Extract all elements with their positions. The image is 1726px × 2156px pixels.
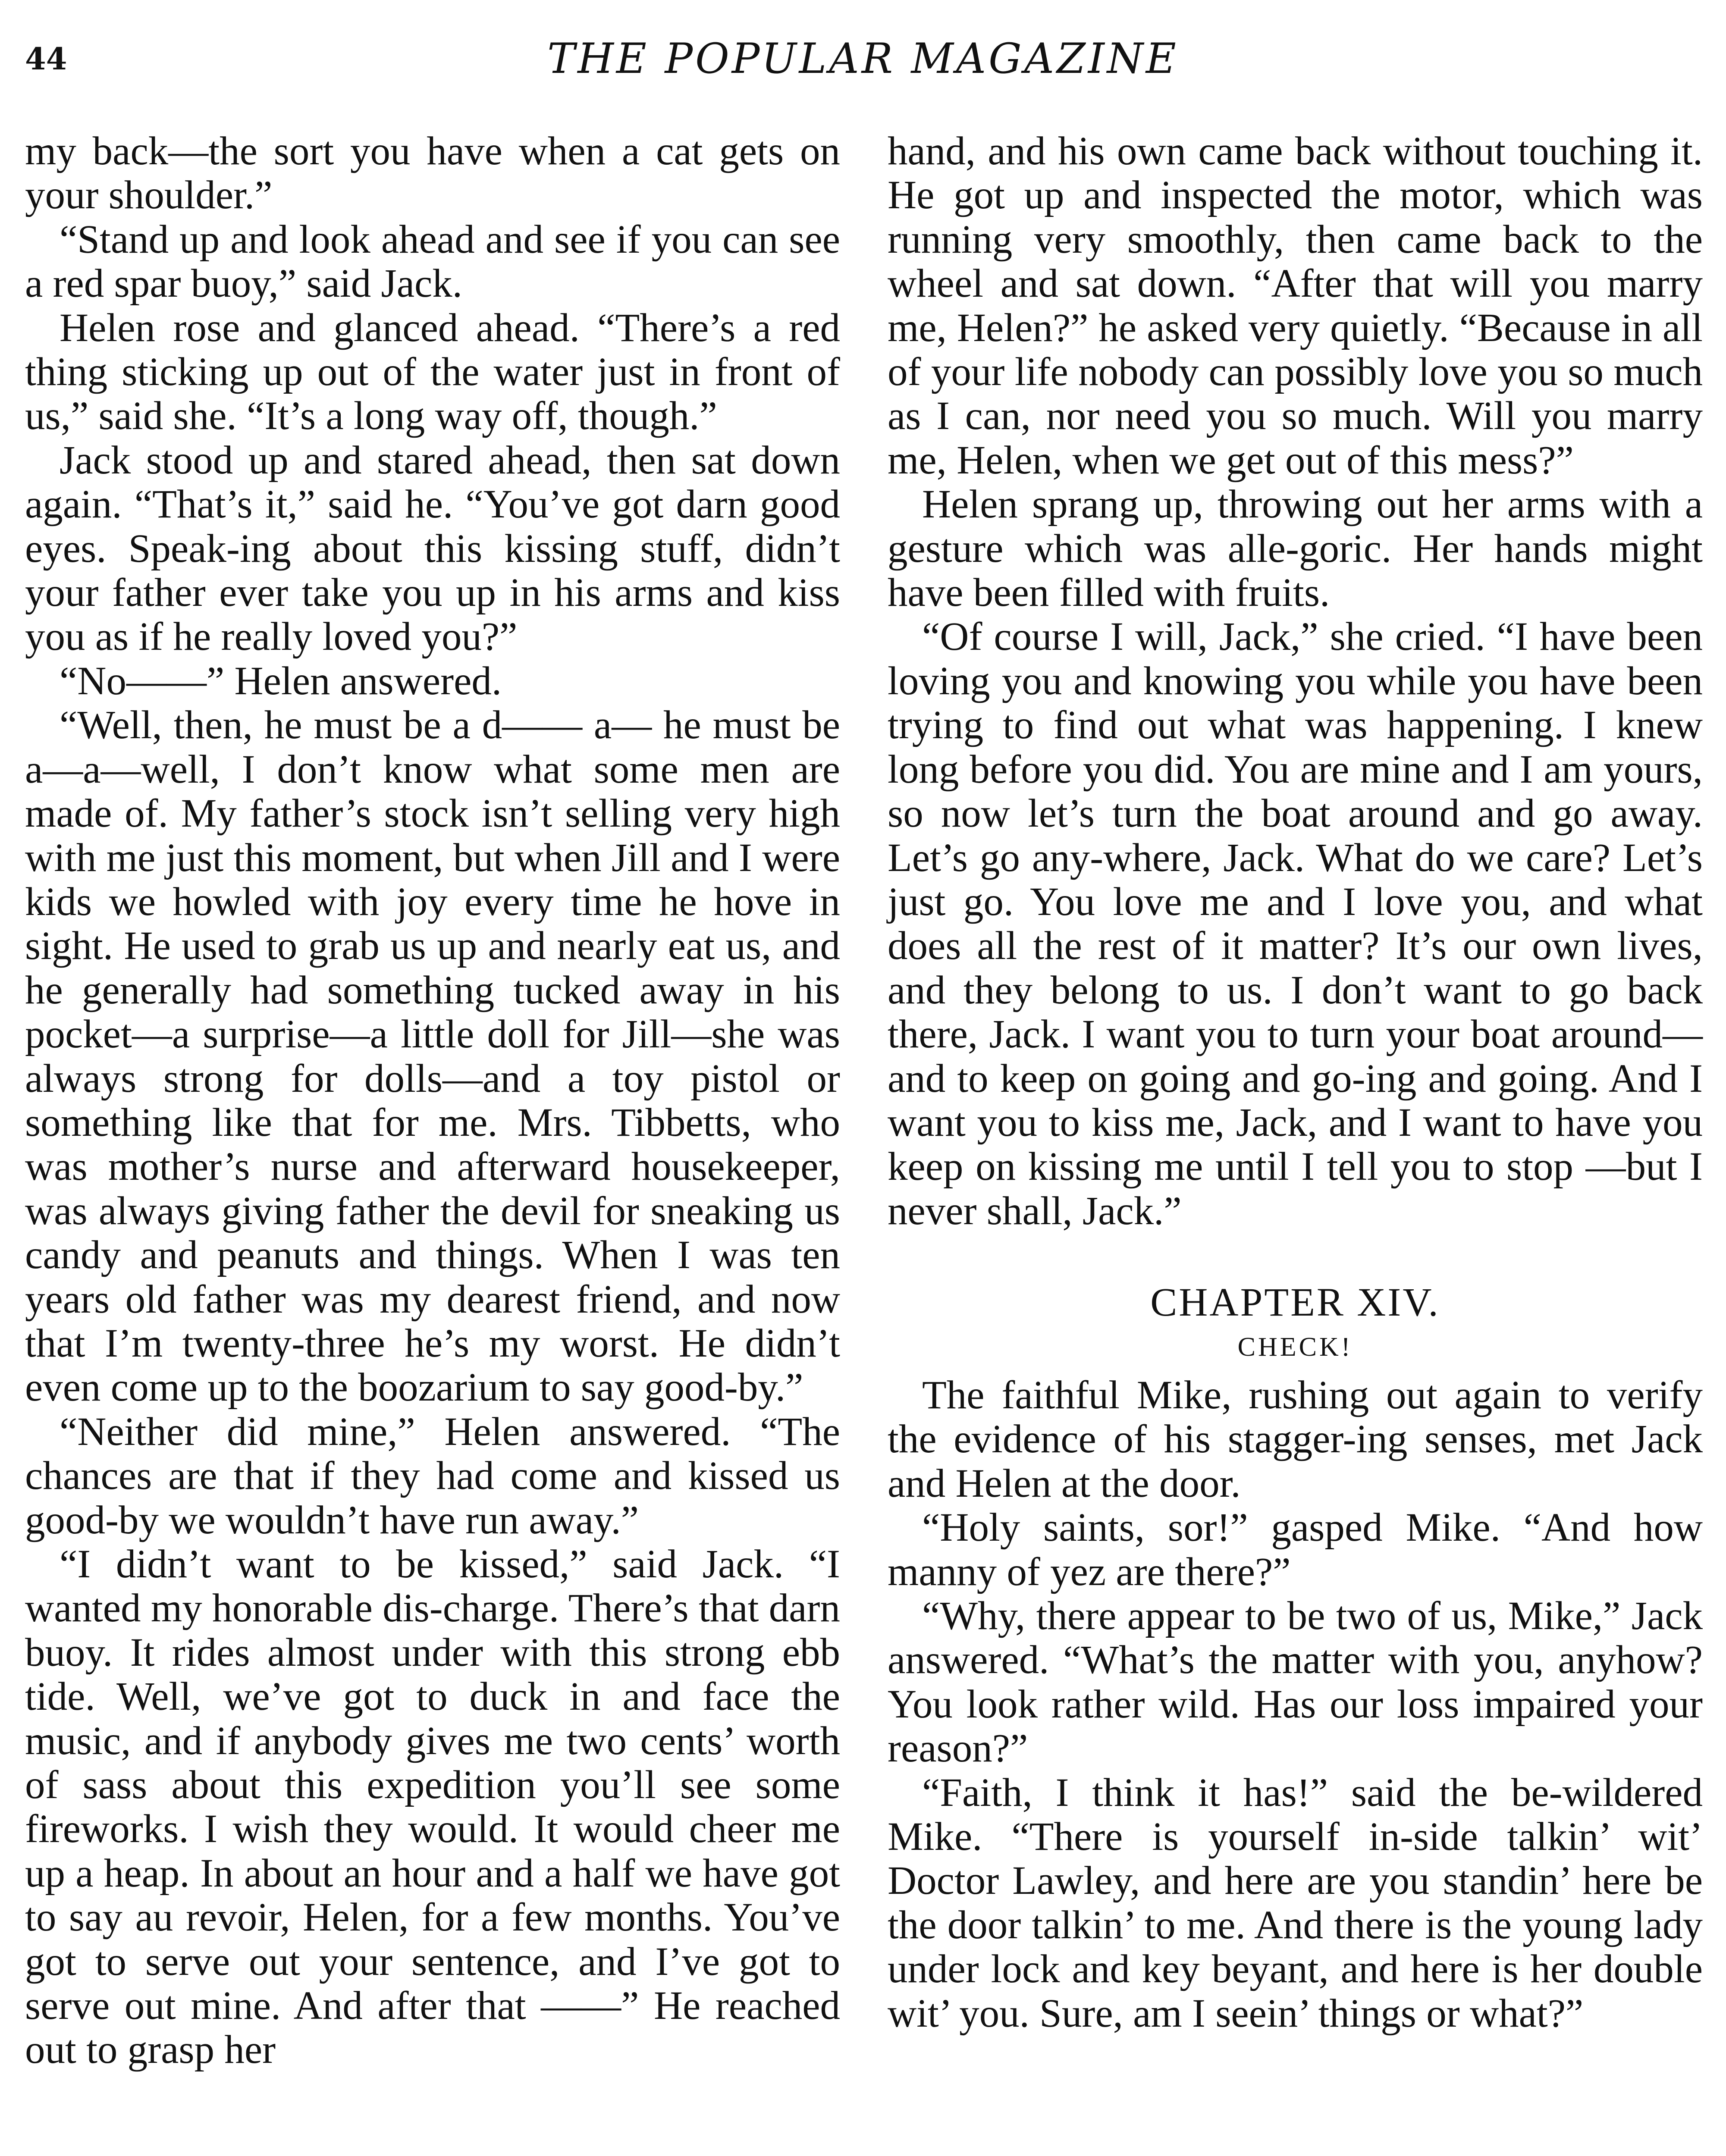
chapter-heading: CHAPTER XIV. [1150, 1280, 1440, 1325]
chapter-subtitle: CHECK! [1237, 1332, 1353, 1362]
paragraph: “Well, then, he must be a d—— a— he must be a—a—well, I don’t know what some men are made of. My father’s stock isn’t selling very high with me just this moment, but when Jill and I were kids we howled with joy every time he hove in sight. He used to grab us up and nearly eat us, and he generally had something tucked away in his pocket—a surprise—a little doll for Jill—she was always strong for dolls—and a toy pistol or something like that for me. Mrs. Tibbetts, who was mother’s nurse and afterward housekeeper, was always giving father the devil for sneaking us candy and peanuts and things. When I was ten years old father was my dearest friend, and now that I’m twenty-three he’s my worst. He didn’t even come up to the boozarium to say good-by.” [25, 703, 840, 1410]
left-column [25, 129, 840, 2072]
paragraph: my back—the sort you have when a cat gets on your shoulder.” [25, 129, 840, 218]
paragraph: “Of course I will, Jack,” she cried. “I have been loving you and knowing you while you have been trying to find out what was happening. I knew long before you did. You are mine and I am yours, so now let’s turn the boat around and go away. Let’s go any-where, Jack. What do we care? Let’s just go. You love me and I love you, and what does all the rest of it matter? It’s our own lives, and they belong to us. I don’t want to go back there, Jack. I want you to turn your boat around—and to keep on going and go-ing and going. And I want you to kiss me, Jack, and I want to have you keep on kissing me until I tell you to stop —but I never shall, Jack.” [888, 614, 1703, 1233]
running-head: THE POPULAR MAGAZINE [547, 34, 1179, 83]
paragraph: hand, and his own came back without touching it. He got up and inspected the motor, which was running very smoothly, then came back to the wheel and sat down. “After that will you marry me, Helen?” he asked very quietly. “Because in all of your life nobody can possibly love you so much as I can, nor need you so much. Will you marry me, Helen, when we get out of this mess?” [888, 129, 1703, 483]
paragraph: Helen sprang up, throwing out her arms with a gesture which was alle-goric. Her hands might have been filled with fruits. [888, 482, 1703, 615]
paragraph: “Stand up and look ahead and see if you can see a red spar buoy,” said Jack. [25, 217, 840, 306]
paragraph: “Holy saints, sor!” gasped Mike. “And how manny of yez are there?” [888, 1505, 1703, 1594]
paragraph: “Faith, I think it has!” said the be-wildered Mike. “There is yourself in-side talkin’ wit’ Doctor Lawley, and here are you standin’ here be the door talkin’ to me. And there is the young lady under lock and key beyant, and here is her double wit’ you. Sure, am I seein’ things or what?” [888, 1770, 1703, 2036]
paragraph: “I didn’t want to be kissed,” said Jack. “I wanted my honorable dis-charge. There’s that darn buoy. It rides almost under with this strong ebb tide. Well, we’ve got to duck in and face the music, and if anybody gives me two cents’ worth of sass about this expedition you’ll see some fireworks. I wish they would. It would cheer me up a heap. In about an hour and a half we have got to say au revoir, Helen, for a few months. You’ve got to serve out your sentence, and I’ve got to serve out mine. And after that ——” He reached out to grasp her [25, 1542, 840, 2072]
paragraph: “No——” Helen answered. [60, 658, 502, 703]
right-column [888, 129, 1703, 2036]
page-number: 44 [25, 41, 67, 77]
paragraph: The faithful Mike, rushing out again to verify the evidence of his stagger-ing senses, met Jack and Helen at the door. [888, 1373, 1703, 1506]
paragraph: “Why, there appear to be two of us, Mike,” Jack answered. “What’s the matter with you, anyhow? You look rather wild. Has our loss impaired your reason?” [888, 1594, 1703, 1771]
paragraph: “Neither did mine,” Helen answered. “The chances are that if they had come and kissed us good-by we wouldn’t have run away.” [25, 1409, 840, 1542]
paragraph: Jack stood up and stared ahead, then sat down again. “That’s it,” said he. “You’ve got darn good eyes. Speak-ing about this kissing stuff, didn’t your father ever take you up in his arms and kiss you as if he really loved you?” [25, 438, 840, 659]
paragraph: Helen rose and glanced ahead. “There’s a red thing sticking up out of the water just in front of us,” said she. “It’s a long way off, though.” [25, 305, 840, 439]
